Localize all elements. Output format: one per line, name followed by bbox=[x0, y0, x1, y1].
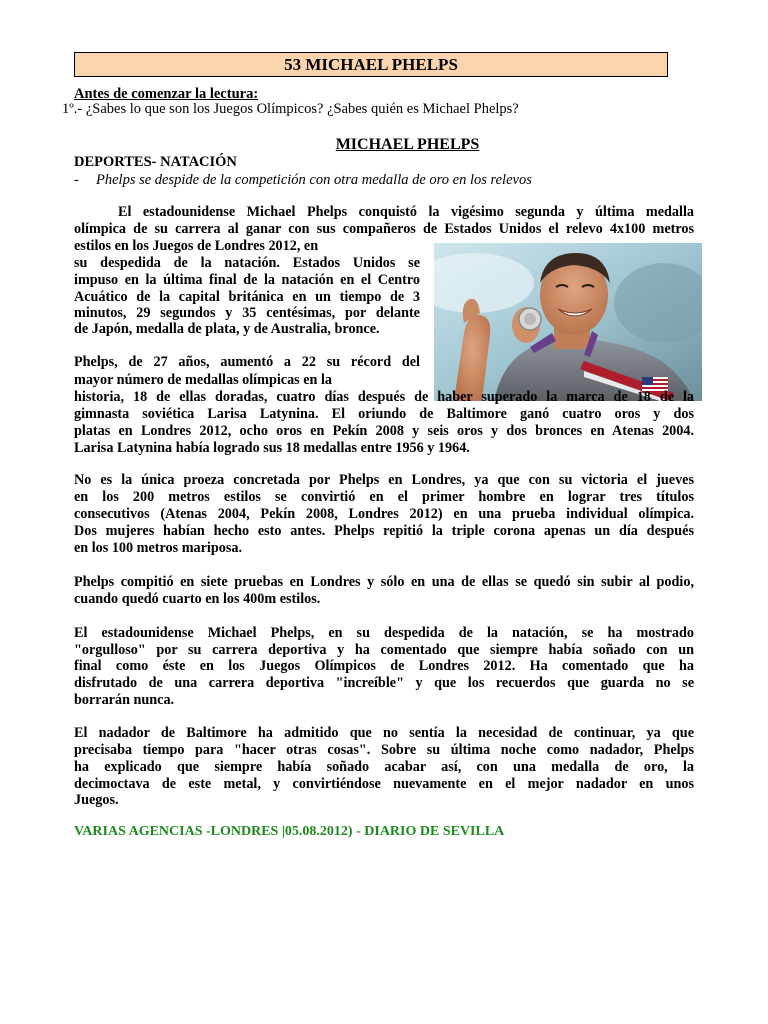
body-line: final como éste en los Juegos Olímpicos de Londres 2012. Ha comentado que ha bbox=[74, 658, 694, 674]
body-line: Phelps, de 27 años, aumentó a 22 su récord del bbox=[74, 354, 420, 370]
body-line: El nadador de Baltimore ha admitido que no sentía la necesidad de continuar, ya que bbox=[74, 725, 694, 741]
subheadline-text: Phelps se despide de la competición con otra medalla de oro en los relevos bbox=[96, 172, 532, 188]
pre-reading-question: 1º.- ¿Sabes lo que son los Juegos Olímpicos? ¿Sabes quién es Michael Phelps? bbox=[62, 101, 519, 117]
body-line: El estadounidense Michael Phelps conquistó la vigésimo segunda y última medalla bbox=[118, 204, 694, 220]
body-line: platas en Londres 2012, ocho oros en Pekín 2008 y seis oros y dos bronces en Atenas 2004. bbox=[74, 423, 694, 439]
body-line: en los 200 metros estilos se convirtió en el primer hombre en lograr tres títulos bbox=[74, 489, 694, 505]
body-line: olímpica de su carrera al ganar con sus compañeros de Estados Unidos el relevo 4x100 metros bbox=[74, 221, 694, 237]
body-line: decimoctava de este metal, y convirtiéndose nuevamente en el mejor nadador en unos bbox=[74, 776, 694, 792]
body-line: en los 100 metros mariposa. bbox=[74, 540, 243, 556]
article-source: VARIAS AGENCIAS -LONDRES |05.08.2012) - DIARIO DE SEVILLA bbox=[74, 824, 505, 839]
body-line: estilos en los Juegos de Londres 2012, en bbox=[74, 238, 319, 254]
body-line: Larisa Latynina había logrado sus 18 medallas entre 1956 y 1964. bbox=[74, 440, 470, 456]
body-line: su despedida de la natación. Estados Unidos se bbox=[74, 255, 420, 271]
body-line: Juegos. bbox=[74, 792, 119, 808]
article-subheadline bbox=[74, 172, 532, 189]
body-line: Acuático de la capital británica en un tiempo de 3 bbox=[74, 289, 420, 305]
body-line: Phelps compitió en siete pruebas en Londres y sólo en una de ellas se quedó sin subir al podio, bbox=[74, 574, 694, 590]
body-line: Dos mujeres habían hecho esto antes. Phelps repitió la triple corona apenas un día después bbox=[74, 523, 694, 539]
body-line: El estadounidense Michael Phelps, en su despedida de la natación, se ha mostrado bbox=[74, 625, 694, 641]
page-title: 53 MICHAEL PHELPS bbox=[284, 55, 458, 74]
body-line: No es la única proeza concretada por Phelps en Londres, ya que con su victoria el jueves bbox=[74, 472, 694, 488]
body-line: gimnasta soviética Larisa Latynina. El oriundo de Baltimore ganó cuatro oros y dos bbox=[74, 406, 694, 422]
pre-reading-heading: Antes de comenzar la lectura: bbox=[74, 86, 259, 102]
page-title-box bbox=[74, 52, 668, 77]
article-title: MICHAEL PHELPS bbox=[335, 136, 480, 153]
body-line: de Japón, medalla de plata, y de Australia, bronce. bbox=[74, 321, 380, 337]
body-line: "orgulloso" por su carrera deportiva y ha comentado que siempre había soñado con un bbox=[74, 642, 694, 658]
body-line: consecutivos (Atenas 2004, Pekín 2008, Londres 2012) en una prueba individual olímpica. bbox=[74, 506, 694, 522]
body-line: impuso en la última final de la natación en el Centro bbox=[74, 272, 420, 288]
body-line: disfrutado de una carrera deportiva "increíble" y que los recuerdos que guarda no se bbox=[74, 675, 694, 691]
body-line: historia, 18 de ellas doradas, cuatro días después de haber superado la marca de 18 de la bbox=[74, 389, 694, 405]
article-section: DEPORTES- NATACIÓN bbox=[74, 154, 237, 170]
subheadline-bullet: - bbox=[74, 172, 79, 188]
body-line: mayor número de medallas olímpicas en la bbox=[74, 372, 333, 388]
swimmer-with-medal-photo bbox=[434, 243, 702, 401]
body-line: cuando quedó cuarto en los 400m estilos. bbox=[74, 591, 321, 607]
body-line: borrarán nunca. bbox=[74, 692, 175, 708]
body-line: minutos, 29 segundos y 35 centésimas, por delante bbox=[74, 305, 420, 321]
body-line: ha explicado que siempre había soñado acabar así, con una medalla de oro, la bbox=[74, 759, 694, 775]
body-line: precisaba tiempo para "hacer otras cosas". Sobre su última noche como nadador, Phelps bbox=[74, 742, 694, 758]
